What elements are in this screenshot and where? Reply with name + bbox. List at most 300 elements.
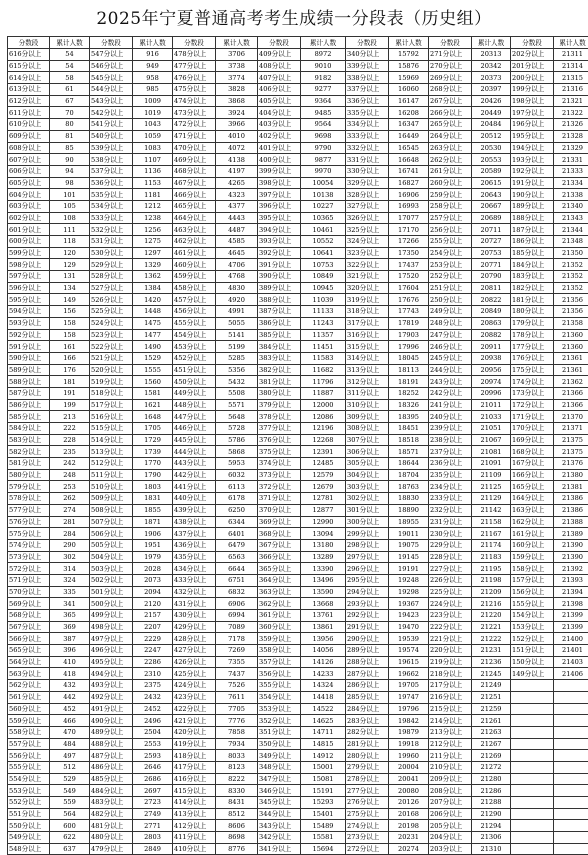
table-row bbox=[8, 387, 588, 399]
count-cell: 15876 bbox=[389, 60, 429, 72]
count-cell: 15191 bbox=[301, 785, 346, 797]
score-cell: 168分以上 bbox=[511, 446, 554, 458]
count-cell: 15694 bbox=[301, 843, 346, 855]
count-cell: 18451 bbox=[389, 423, 429, 435]
count-cell: 20530 bbox=[472, 142, 511, 154]
count-cell: 21251 bbox=[472, 691, 511, 703]
count-cell: 15081 bbox=[301, 773, 346, 785]
table-row bbox=[8, 563, 588, 575]
score-cell: 445分以上 bbox=[173, 434, 216, 446]
count-cell: 17350 bbox=[389, 247, 429, 259]
score-cell: 540分以上 bbox=[90, 130, 133, 142]
count-cell: 17676 bbox=[389, 294, 429, 306]
count-cell bbox=[554, 715, 588, 727]
score-cell: 457分以上 bbox=[173, 294, 216, 306]
score-cell: 339分以上 bbox=[346, 60, 389, 72]
score-cell: 342分以上 bbox=[258, 832, 301, 844]
table-row bbox=[8, 516, 588, 528]
count-cell: 16906 bbox=[389, 189, 429, 201]
score-cell: 179分以上 bbox=[511, 317, 554, 329]
table-row bbox=[8, 703, 588, 715]
score-cell: 306分以上 bbox=[346, 446, 389, 458]
count-cell: 9277 bbox=[301, 84, 346, 96]
score-cell: 526分以上 bbox=[90, 294, 133, 306]
score-cell: 506分以上 bbox=[90, 528, 133, 540]
score-cell: 425分以上 bbox=[173, 668, 216, 680]
score-cell: 467分以上 bbox=[173, 177, 216, 189]
score-cell: 377分以上 bbox=[258, 423, 301, 435]
count-cell: 20996 bbox=[472, 387, 511, 399]
score-cell: 246分以上 bbox=[429, 341, 472, 353]
score-cell: 548分以上 bbox=[8, 843, 50, 855]
score-cell: 327分以上 bbox=[346, 200, 389, 212]
score-cell: 550分以上 bbox=[8, 820, 50, 832]
count-cell: 9564 bbox=[301, 119, 346, 131]
count-cell: 21356 bbox=[554, 306, 588, 318]
score-cell: 590分以上 bbox=[8, 352, 50, 364]
score-cell: 607分以上 bbox=[8, 154, 50, 166]
score-cell: 363分以上 bbox=[258, 586, 301, 598]
score-cell: 615分以上 bbox=[8, 60, 50, 72]
score-cell: 364分以上 bbox=[258, 574, 301, 586]
count-cell: 20080 bbox=[389, 785, 429, 797]
count-cell: 17077 bbox=[389, 212, 429, 224]
score-cell: 539分以上 bbox=[90, 142, 133, 154]
count-cell: 3706 bbox=[216, 49, 258, 61]
count-cell: 13861 bbox=[301, 621, 346, 633]
score-cell: 459分以上 bbox=[173, 271, 216, 283]
score-cell: 320分以上 bbox=[346, 282, 389, 294]
count-cell: 18955 bbox=[389, 516, 429, 528]
count-cell: 9877 bbox=[301, 154, 346, 166]
count-cell: 213 bbox=[50, 411, 90, 423]
score-cell: 228分以上 bbox=[429, 551, 472, 563]
score-cell: 279分以上 bbox=[346, 761, 389, 773]
count-cell: 19615 bbox=[389, 656, 429, 668]
count-cell: 13668 bbox=[301, 598, 346, 610]
score-cell: 402分以上 bbox=[258, 130, 301, 142]
score-cell bbox=[511, 832, 554, 844]
count-cell: 21386 bbox=[554, 493, 588, 505]
score-cell bbox=[511, 761, 554, 773]
score-cell: 451分以上 bbox=[173, 364, 216, 376]
count-cell: 549 bbox=[50, 785, 90, 797]
score-cell: 274分以上 bbox=[346, 820, 389, 832]
count-cell: 1362 bbox=[133, 271, 173, 283]
count-cell: 16208 bbox=[389, 107, 429, 119]
count-cell: 21352 bbox=[554, 271, 588, 283]
score-cell: 570分以上 bbox=[8, 586, 50, 598]
score-cell: 192分以上 bbox=[511, 165, 554, 177]
count-cell: 10365 bbox=[301, 212, 346, 224]
count-cell: 418 bbox=[50, 668, 90, 680]
count-cell: 21352 bbox=[554, 259, 588, 271]
count-cell: 21358 bbox=[554, 317, 588, 329]
score-cell: 616分以上 bbox=[8, 49, 50, 61]
count-cell: 2229 bbox=[133, 633, 173, 645]
table-row bbox=[8, 843, 588, 855]
score-cell: 238分以上 bbox=[429, 434, 472, 446]
count-cell: 1181 bbox=[133, 189, 173, 201]
score-cell: 481分以上 bbox=[90, 820, 133, 832]
score-cell: 566分以上 bbox=[8, 633, 50, 645]
count-cell: 20790 bbox=[472, 271, 511, 283]
count-cell: 21370 bbox=[554, 411, 588, 423]
count-cell: 3828 bbox=[216, 84, 258, 96]
table-row bbox=[8, 797, 588, 809]
score-cell: 545分以上 bbox=[90, 72, 133, 84]
score-cell: 588分以上 bbox=[8, 376, 50, 388]
count-cell: 19298 bbox=[389, 586, 429, 598]
table-row bbox=[8, 130, 588, 142]
score-cell: 210分以上 bbox=[429, 761, 472, 773]
score-cell: 384分以上 bbox=[258, 341, 301, 353]
count-cell: 20484 bbox=[472, 119, 511, 131]
table-row bbox=[8, 832, 588, 844]
count-cell: 387 bbox=[50, 633, 90, 645]
count-cell: 2504 bbox=[133, 726, 173, 738]
count-cell: 17266 bbox=[389, 236, 429, 248]
count-cell: 20004 bbox=[389, 761, 429, 773]
count-cell: 21375 bbox=[554, 434, 588, 446]
score-cell: 534分以上 bbox=[90, 200, 133, 212]
score-cell: 216分以上 bbox=[429, 691, 472, 703]
count-cell: 2375 bbox=[133, 680, 173, 692]
score-cell: 204分以上 bbox=[429, 832, 472, 844]
count-cell: 6644 bbox=[216, 563, 258, 575]
score-cell: 326分以上 bbox=[346, 212, 389, 224]
score-cell: 201分以上 bbox=[511, 60, 554, 72]
score-cell: 278分以上 bbox=[346, 773, 389, 785]
count-cell: 1238 bbox=[133, 212, 173, 224]
count-cell: 1951 bbox=[133, 539, 173, 551]
table-row bbox=[8, 341, 588, 353]
table-row bbox=[8, 411, 588, 423]
score-cell: 454分以上 bbox=[173, 329, 216, 341]
score-cell: 317分以上 bbox=[346, 317, 389, 329]
score-cell: 380分以上 bbox=[258, 387, 301, 399]
count-cell: 1648 bbox=[133, 411, 173, 423]
count-cell: 637 bbox=[50, 843, 90, 855]
count-cell: 20397 bbox=[472, 84, 511, 96]
count-cell: 81 bbox=[50, 130, 90, 142]
score-cell: 319分以上 bbox=[346, 294, 389, 306]
score-cell: 243分以上 bbox=[429, 376, 472, 388]
count-cell: 21221 bbox=[472, 621, 511, 633]
score-cell: 558分以上 bbox=[8, 726, 50, 738]
score-cell: 280分以上 bbox=[346, 750, 389, 762]
count-cell: 410 bbox=[50, 656, 90, 668]
count-cell: 15401 bbox=[301, 808, 346, 820]
count-cell: 9010 bbox=[301, 60, 346, 72]
score-cell: 573分以上 bbox=[8, 551, 50, 563]
header-cumulative-count: 累计人数 bbox=[50, 37, 90, 49]
count-cell: 1729 bbox=[133, 434, 173, 446]
score-cell: 165分以上 bbox=[511, 481, 554, 493]
table-row bbox=[8, 808, 588, 820]
score-cell: 151分以上 bbox=[511, 645, 554, 657]
count-cell: 21360 bbox=[554, 329, 588, 341]
count-cell: 181 bbox=[50, 376, 90, 388]
count-cell: 8698 bbox=[216, 832, 258, 844]
count-cell: 1490 bbox=[133, 341, 173, 353]
count-cell: 17520 bbox=[389, 271, 429, 283]
score-cell: 432分以上 bbox=[173, 586, 216, 598]
score-cell: 599分以上 bbox=[8, 247, 50, 259]
count-cell: 21388 bbox=[554, 516, 588, 528]
count-cell: 20589 bbox=[472, 165, 511, 177]
score-cell: 299分以上 bbox=[346, 528, 389, 540]
score-cell: 487分以上 bbox=[90, 750, 133, 762]
count-cell: 21195 bbox=[472, 563, 511, 575]
table-row bbox=[8, 329, 588, 341]
score-cell: 352分以上 bbox=[258, 715, 301, 727]
count-cell: 4991 bbox=[216, 306, 258, 318]
score-cell: 269分以上 bbox=[429, 72, 472, 84]
score-cell: 374分以上 bbox=[258, 458, 301, 470]
count-cell: 1297 bbox=[133, 247, 173, 259]
count-cell: 9970 bbox=[301, 165, 346, 177]
count-cell: 365 bbox=[50, 610, 90, 622]
count-cell: 9364 bbox=[301, 95, 346, 107]
score-cell: 382分以上 bbox=[258, 364, 301, 376]
score-cell: 257分以上 bbox=[429, 212, 472, 224]
count-cell: 14056 bbox=[301, 645, 346, 657]
score-cell: 424分以上 bbox=[173, 680, 216, 692]
count-cell bbox=[554, 808, 588, 820]
score-cell: 298分以上 bbox=[346, 539, 389, 551]
count-cell: 4138 bbox=[216, 154, 258, 166]
score-cell: 173分以上 bbox=[511, 387, 554, 399]
count-cell: 20974 bbox=[472, 376, 511, 388]
score-cell: 494分以上 bbox=[90, 668, 133, 680]
score-cell: 412分以上 bbox=[173, 820, 216, 832]
score-cell: 190分以上 bbox=[511, 189, 554, 201]
score-cell bbox=[511, 680, 554, 692]
score-cell: 285分以上 bbox=[346, 691, 389, 703]
score-cell: 585分以上 bbox=[8, 411, 50, 423]
count-cell: 158 bbox=[50, 329, 90, 341]
count-cell: 21393 bbox=[554, 574, 588, 586]
score-cell: 388分以上 bbox=[258, 294, 301, 306]
count-cell: 1329 bbox=[133, 259, 173, 271]
count-cell: 17743 bbox=[389, 306, 429, 318]
score-cell: 223分以上 bbox=[429, 610, 472, 622]
header-score-range: 分数段 bbox=[173, 37, 216, 49]
count-cell: 191 bbox=[50, 387, 90, 399]
score-cell: 420分以上 bbox=[173, 726, 216, 738]
score-cell: 170分以上 bbox=[511, 423, 554, 435]
score-cell: 450分以上 bbox=[173, 376, 216, 388]
count-cell: 262 bbox=[50, 493, 90, 505]
score-cell: 322分以上 bbox=[346, 259, 389, 271]
count-cell: 1906 bbox=[133, 528, 173, 540]
count-cell: 324 bbox=[50, 574, 90, 586]
count-cell: 12781 bbox=[301, 493, 346, 505]
score-cell bbox=[511, 808, 554, 820]
count-cell: 13590 bbox=[301, 586, 346, 598]
score-cell: 443分以上 bbox=[173, 458, 216, 470]
score-cell: 164分以上 bbox=[511, 493, 554, 505]
score-cell: 163分以上 bbox=[511, 504, 554, 516]
count-cell: 2646 bbox=[133, 761, 173, 773]
score-cell: 260分以上 bbox=[429, 177, 472, 189]
count-cell: 21321 bbox=[554, 95, 588, 107]
score-cell: 362分以上 bbox=[258, 598, 301, 610]
count-cell: 111 bbox=[50, 224, 90, 236]
count-cell: 21333 bbox=[554, 165, 588, 177]
count-cell: 1256 bbox=[133, 224, 173, 236]
count-cell: 20956 bbox=[472, 364, 511, 376]
score-cell: 360分以上 bbox=[258, 621, 301, 633]
score-cell: 587分以上 bbox=[8, 387, 50, 399]
table-row bbox=[8, 610, 588, 622]
score-cell: 153分以上 bbox=[511, 621, 554, 633]
count-cell: 21269 bbox=[472, 750, 511, 762]
score-cell: 513分以上 bbox=[90, 446, 133, 458]
score-cell: 398分以上 bbox=[258, 177, 301, 189]
count-cell: 1621 bbox=[133, 399, 173, 411]
count-cell: 20689 bbox=[472, 212, 511, 224]
count-cell: 19574 bbox=[389, 645, 429, 657]
score-cell: 189分以上 bbox=[511, 200, 554, 212]
score-cell: 504分以上 bbox=[90, 551, 133, 563]
table-row bbox=[8, 95, 588, 107]
count-cell: 21129 bbox=[472, 493, 511, 505]
score-cell: 332分以上 bbox=[346, 142, 389, 154]
count-cell: 4830 bbox=[216, 282, 258, 294]
score-cell: 541分以上 bbox=[90, 119, 133, 131]
count-cell: 6250 bbox=[216, 504, 258, 516]
table-row bbox=[8, 119, 588, 131]
count-cell: 61 bbox=[50, 84, 90, 96]
score-cell: 381分以上 bbox=[258, 376, 301, 388]
score-cell: 562分以上 bbox=[8, 680, 50, 692]
score-cell: 281分以上 bbox=[346, 738, 389, 750]
count-cell: 19879 bbox=[389, 726, 429, 738]
count-cell: 70 bbox=[50, 107, 90, 119]
score-cell: 256分以上 bbox=[429, 224, 472, 236]
count-cell: 21338 bbox=[554, 189, 588, 201]
count-cell: 19191 bbox=[389, 563, 429, 575]
score-cell: 251分以上 bbox=[429, 282, 472, 294]
count-cell: 161 bbox=[50, 341, 90, 353]
count-cell: 12485 bbox=[301, 458, 346, 470]
score-cell: 307分以上 bbox=[346, 434, 389, 446]
header-cumulative-count: 累计人数 bbox=[472, 37, 511, 49]
count-cell: 4072 bbox=[216, 142, 258, 154]
score-cell: 544分以上 bbox=[90, 84, 133, 96]
score-cell: 296分以上 bbox=[346, 563, 389, 575]
count-cell: 10054 bbox=[301, 177, 346, 189]
score-cell: 341分以上 bbox=[258, 843, 301, 855]
count-cell: 15969 bbox=[389, 72, 429, 84]
count-cell: 20882 bbox=[472, 329, 511, 341]
score-cell: 533分以上 bbox=[90, 212, 133, 224]
count-cell: 6751 bbox=[216, 574, 258, 586]
count-cell: 2686 bbox=[133, 773, 173, 785]
score-cell: 180分以上 bbox=[511, 306, 554, 318]
count-cell: 20231 bbox=[389, 832, 429, 844]
score-cell: 469分以上 bbox=[173, 154, 216, 166]
count-cell: 13390 bbox=[301, 563, 346, 575]
score-cell: 404分以上 bbox=[258, 107, 301, 119]
score-cell: 159分以上 bbox=[511, 551, 554, 563]
score-cell: 254分以上 bbox=[429, 247, 472, 259]
count-cell: 19145 bbox=[389, 551, 429, 563]
count-cell: 5786 bbox=[216, 434, 258, 446]
score-cell: 507分以上 bbox=[90, 516, 133, 528]
table-row bbox=[8, 528, 588, 540]
score-cell: 209分以上 bbox=[429, 773, 472, 785]
count-cell: 4920 bbox=[216, 294, 258, 306]
count-cell: 199 bbox=[50, 399, 90, 411]
score-cell: 376分以上 bbox=[258, 434, 301, 446]
score-cell: 576分以上 bbox=[8, 516, 50, 528]
score-cell: 536分以上 bbox=[90, 177, 133, 189]
score-cell: 394分以上 bbox=[258, 224, 301, 236]
header-score-range: 分数段 bbox=[258, 37, 301, 49]
score-cell: 171分以上 bbox=[511, 411, 554, 423]
count-cell: 466 bbox=[50, 715, 90, 727]
count-cell: 369 bbox=[50, 621, 90, 633]
score-cell: 214分以上 bbox=[429, 715, 472, 727]
score-cell: 611分以上 bbox=[8, 107, 50, 119]
table-row bbox=[8, 224, 588, 236]
score-cell: 440分以上 bbox=[173, 493, 216, 505]
table-row bbox=[8, 423, 588, 435]
header-score-range: 分数段 bbox=[346, 37, 389, 49]
score-cell: 456分以上 bbox=[173, 306, 216, 318]
count-cell: 470 bbox=[50, 726, 90, 738]
score-cell: 150分以上 bbox=[511, 656, 554, 668]
score-cell: 345分以上 bbox=[258, 797, 301, 809]
score-cell: 519分以上 bbox=[90, 376, 133, 388]
count-cell: 284 bbox=[50, 528, 90, 540]
count-cell: 118 bbox=[50, 236, 90, 248]
score-cell: 305分以上 bbox=[346, 458, 389, 470]
score-cell: 344分以上 bbox=[258, 808, 301, 820]
count-cell: 5648 bbox=[216, 411, 258, 423]
score-cell: 470分以上 bbox=[173, 142, 216, 154]
count-cell: 20938 bbox=[472, 352, 511, 364]
score-cell: 471分以上 bbox=[173, 130, 216, 142]
count-cell: 21394 bbox=[554, 586, 588, 598]
score-cell: 411分以上 bbox=[173, 832, 216, 844]
score-cell: 316分以上 bbox=[346, 329, 389, 341]
score-cell: 315分以上 bbox=[346, 341, 389, 353]
score-cell: 166分以上 bbox=[511, 469, 554, 481]
count-cell: 16147 bbox=[389, 95, 429, 107]
score-cell: 409分以上 bbox=[258, 49, 301, 61]
count-cell: 21209 bbox=[472, 586, 511, 598]
count-cell: 12990 bbox=[301, 516, 346, 528]
count-cell: 12877 bbox=[301, 504, 346, 516]
score-cell: 592分以上 bbox=[8, 329, 50, 341]
count-cell bbox=[554, 843, 588, 855]
score-cell: 455分以上 bbox=[173, 317, 216, 329]
score-cell: 500分以上 bbox=[90, 598, 133, 610]
score-cell: 294分以上 bbox=[346, 586, 389, 598]
count-cell: 4443 bbox=[216, 212, 258, 224]
score-cell: 501分以上 bbox=[90, 586, 133, 598]
score-cell: 334分以上 bbox=[346, 119, 389, 131]
table-row bbox=[8, 574, 588, 586]
header-cumulative-count: 累计人数 bbox=[216, 37, 258, 49]
count-cell: 21340 bbox=[554, 200, 588, 212]
score-cell: 557分以上 bbox=[8, 738, 50, 750]
score-cell: 485分以上 bbox=[90, 773, 133, 785]
